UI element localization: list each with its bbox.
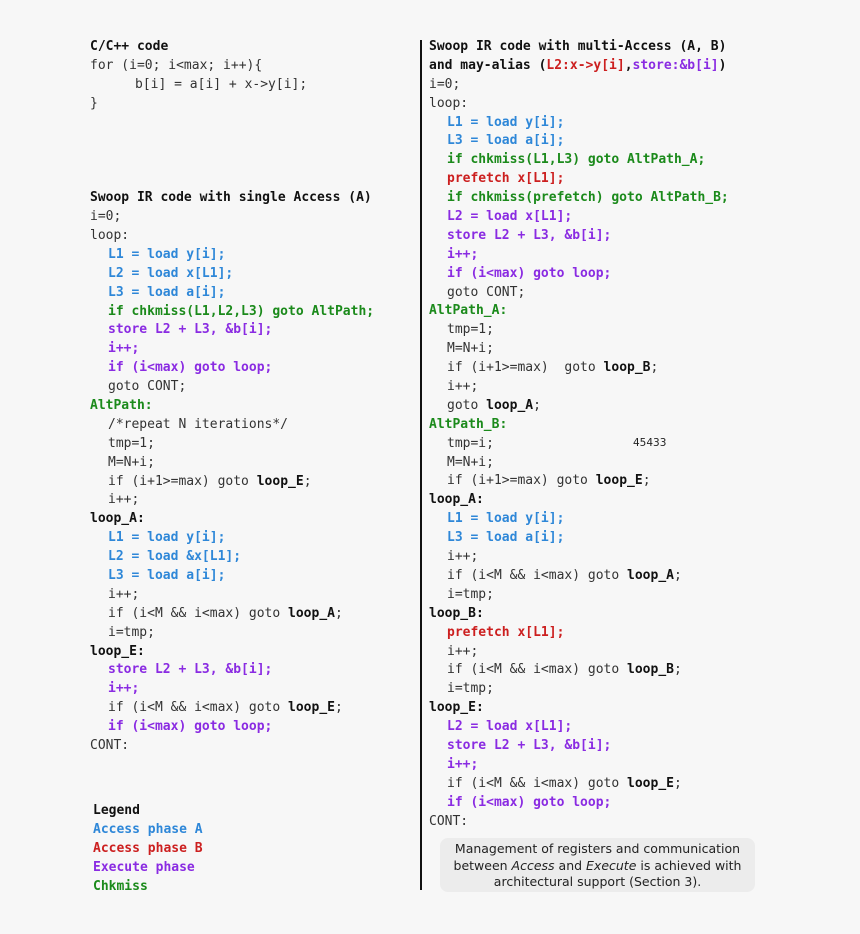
code-line: i++; — [447, 379, 479, 395]
execute-line: store L2 + L3, &b[i]; — [447, 227, 612, 243]
execute-line: L2 = load x[L1]; — [447, 209, 573, 225]
note-line — [440, 858, 755, 875]
legend-access-a: Access phase A — [93, 822, 203, 837]
single-access-title: Swoop IR code with single Access (A) — [90, 190, 372, 206]
altpath-b-label: AltPath_B: — [429, 416, 508, 432]
code-line: M=N+i; — [447, 341, 494, 357]
code-line: i=0; — [90, 209, 122, 225]
access-a-line: L2 = load &x[L1]; — [108, 549, 242, 565]
code-line — [90, 473, 420, 492]
column-divider — [420, 40, 422, 890]
code-comment: /*repeat N iterations*/ — [108, 416, 289, 432]
code-text: if (i+1>=max) goto — [447, 473, 596, 489]
note-line: architectural support (Section 3). — [493, 874, 702, 889]
chkmiss-line: if chkmiss(L1,L2,L3) goto AltPath; — [108, 303, 375, 319]
note-emphasis: Access — [511, 857, 555, 873]
code-text: ; — [673, 662, 682, 678]
code-line: i++; — [108, 492, 140, 508]
code-line — [429, 775, 789, 794]
c-code-title: C/C++ code — [90, 39, 169, 54]
multi-access-title: Swoop IR code with multi-Access (A, B) — [429, 39, 727, 54]
code-label: loop_A: — [429, 492, 484, 508]
code-text: if (i<M && i<max) goto — [447, 775, 628, 791]
access-a-line: L3 = load a[i]; — [108, 284, 226, 300]
code-line: i++; — [447, 643, 479, 659]
execute-line: if (i<max) goto loop; — [447, 794, 612, 810]
code-label: CONT: — [429, 813, 469, 829]
code-text: ; — [303, 473, 312, 489]
access-a-line: L1 = load y[i]; — [447, 114, 565, 130]
execute-line: if (i<max) goto loop; — [108, 360, 273, 376]
label-ref: loop_E — [288, 700, 335, 716]
code-label: CONT: — [90, 737, 130, 753]
code-text: ; — [673, 775, 682, 791]
access-a-line: L1 = load y[i]; — [447, 511, 565, 527]
execute-line: i++; — [447, 756, 479, 772]
label-ref: loop_E — [627, 775, 674, 791]
title-text: and may-alias ( — [429, 57, 547, 73]
c-code-line: for (i=0; i<max; i++){ — [90, 57, 263, 73]
code-line: M=N+i; — [447, 454, 494, 470]
code-label: loop_A: — [90, 511, 145, 527]
code-text: if (i<M && i<max) goto — [108, 605, 289, 621]
code-label: loop: — [429, 95, 469, 111]
altpath-a-label: AltPath_A: — [429, 303, 508, 319]
execute-line: i++; — [447, 246, 479, 262]
code-line: M=N+i; — [108, 454, 155, 470]
code-line: tmp=1; — [447, 322, 494, 338]
code-text: if (i<M && i<max) goto — [108, 700, 289, 716]
code-line: i=tmp; — [447, 586, 494, 602]
legend-execute: Execute phase — [93, 860, 195, 875]
code-line: tmp=i; — [447, 435, 494, 451]
code-line — [90, 605, 420, 624]
architecture-note — [440, 838, 755, 892]
label-ref: loop_A — [627, 567, 674, 583]
execute-line: L2 = load x[L1]; — [447, 719, 573, 735]
legend-access-b: Access phase B — [93, 841, 203, 856]
label-ref: loop_B — [603, 360, 651, 376]
code-text: ; — [673, 567, 682, 583]
code-text: if (i<M && i<max) goto — [447, 662, 628, 678]
code-text: goto — [447, 397, 487, 413]
note-emphasis: Execute — [586, 857, 637, 873]
code-line — [429, 567, 789, 586]
access-b-line: prefetch x[L1]; — [447, 171, 565, 187]
code-line: i++; — [108, 586, 140, 602]
execute-line: store L2 + L3, &b[i]; — [108, 322, 273, 338]
legend-title: Legend — [93, 803, 140, 818]
code-line: i=0; — [429, 76, 461, 92]
label-ref: loop_A — [486, 397, 534, 413]
multi-access-title-2 — [429, 57, 789, 76]
c-code-line: } — [90, 95, 98, 111]
code-label: loop_B: — [429, 605, 484, 621]
legend-chkmiss: Chkmiss — [93, 879, 148, 894]
code-text: if (i+1>=max) goto — [108, 473, 257, 489]
access-a-line: L2 = load x[L1]; — [108, 265, 234, 281]
code-text: ; — [334, 605, 343, 621]
label-ref: loop_A — [288, 605, 335, 621]
execute-line: if (i<max) goto loop; — [108, 719, 273, 735]
code-line: i++; — [447, 549, 479, 565]
code-label: loop: — [90, 227, 130, 243]
legend — [93, 801, 203, 896]
alias-store: store:&b[i] — [632, 57, 719, 73]
code-line: i=tmp; — [447, 681, 494, 697]
code-label: loop_E: — [90, 643, 145, 659]
access-a-line: L1 = load y[i]; — [108, 530, 226, 546]
alias-load: L2:x->y[i] — [546, 57, 625, 73]
note-text: is achieved with — [636, 857, 742, 873]
chkmiss-line: if chkmiss(L1,L3) goto AltPath_A; — [447, 152, 706, 168]
code-text: ; — [334, 700, 343, 716]
access-b-line: prefetch x[L1]; — [447, 624, 565, 640]
code-line — [90, 699, 420, 718]
c-code-line: b[i] = a[i] + x->y[i]; — [135, 76, 308, 92]
execute-line: if (i<max) goto loop; — [447, 265, 612, 281]
code-text: ; — [642, 473, 651, 489]
right-column — [429, 38, 789, 831]
code-text: ; — [650, 360, 659, 376]
code-line — [429, 472, 789, 491]
label-ref: loop_E — [595, 473, 643, 489]
altpath-label: AltPath: — [90, 397, 153, 413]
code-line — [429, 661, 789, 680]
code-text: ; — [533, 397, 541, 413]
note-text: between — [453, 857, 512, 873]
left-column — [90, 38, 420, 756]
code-line — [429, 397, 789, 416]
access-a-line: L3 = load a[i]; — [108, 567, 226, 583]
execute-line: i++; — [108, 681, 140, 697]
title-text: ) — [718, 57, 727, 73]
title-text: , — [624, 57, 633, 73]
execute-line: store L2 + L3, &b[i]; — [447, 737, 612, 753]
code-line: i=tmp; — [108, 624, 155, 640]
note-text: and — [554, 857, 587, 873]
code-text: if (i<M && i<max) goto — [447, 567, 628, 583]
chkmiss-line: if chkmiss(prefetch) goto AltPath_B; — [447, 190, 729, 206]
access-a-line: L3 = load a[i]; — [447, 133, 565, 149]
code-line: tmp=1; — [108, 435, 155, 451]
execute-line: i++; — [108, 341, 140, 357]
label-ref: loop_E — [256, 473, 304, 489]
code-line: goto CONT; — [447, 284, 526, 300]
label-ref: loop_B — [627, 662, 674, 678]
access-a-line: L1 = load y[i]; — [108, 246, 226, 262]
stray-number: 45433 — [633, 437, 667, 449]
code-text: if (i+1>=max) goto — [447, 360, 604, 376]
spacer — [90, 114, 420, 190]
code-line — [429, 359, 789, 378]
code-line: goto CONT; — [108, 379, 187, 395]
execute-line: store L2 + L3, &b[i]; — [108, 662, 273, 678]
access-a-line: L3 = load a[i]; — [447, 530, 565, 546]
note-line: Management of registers and communication — [454, 841, 741, 856]
code-label: loop_E: — [429, 700, 484, 716]
